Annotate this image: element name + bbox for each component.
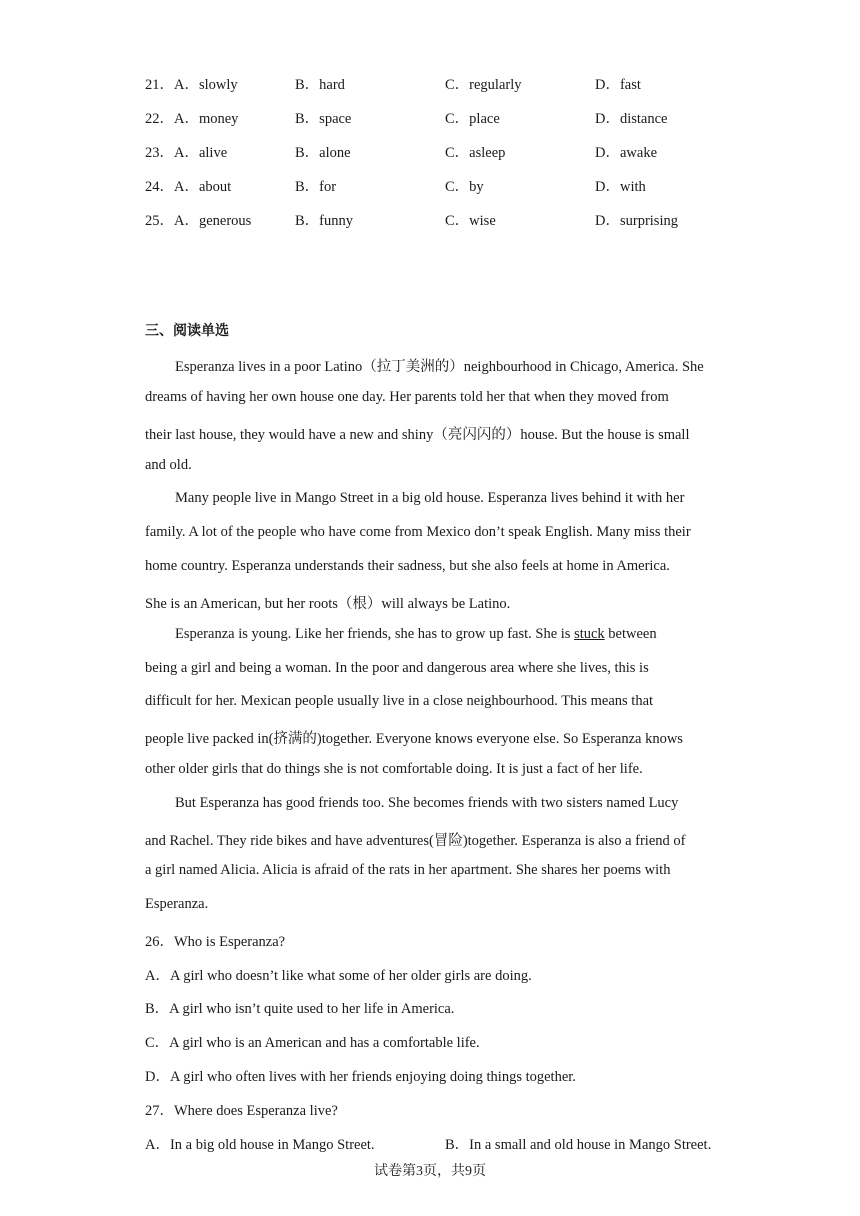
question-stem-27: 27．Where does Esperanza live? (145, 1103, 338, 1119)
option-a: 21．A．slowly (145, 77, 238, 93)
passage-text: between (604, 626, 657, 642)
page-footer: 试卷第3页，共9页 (374, 1164, 486, 1179)
underlined-word: stuck (574, 626, 605, 642)
q27-option-b: B．In a small and old house in Mango Street. (445, 1137, 712, 1153)
option-b: B．funny (295, 213, 353, 229)
option-d: D．with (595, 179, 646, 195)
option-b: B．for (295, 179, 337, 195)
q26-option-d: D．A girl who often lives with her friends enjoying doing things together. (145, 1069, 576, 1085)
passage-line: difficult for her. Mexican people usually live in a close neighbourhood. This means that (145, 693, 654, 709)
passage-line (175, 626, 657, 643)
passage-line: being a girl and being a woman. In the poor and dangerous area where she lives, this is (145, 660, 649, 676)
passage-line: people live packed in(挤满的)together. Everyone knows everyone else. So Esperanza knows (145, 731, 683, 747)
question-stem-26: 26．Who is Esperanza? (145, 934, 286, 950)
option-d: D．surprising (595, 213, 678, 229)
passage-line: and old. (145, 457, 192, 473)
passage-line: their last house, they would have a new and shiny（亮闪闪的）house. But the house is small (145, 427, 690, 443)
option-c: C．wise (445, 213, 496, 229)
q26-option-a: A．A girl who doesn’t like what some of her older girls are doing. (145, 968, 532, 984)
passage-line: and Rachel. They ride bikes and have adventures(冒险)together. Esperanza is also a friend of (145, 833, 686, 849)
passage-line: family. A lot of the people who have come from Mexico don’t speak English. Many miss their (145, 524, 691, 540)
option-a: 22．A．money (145, 111, 239, 127)
option-c: C．regularly (445, 77, 522, 93)
option-c: C．asleep (445, 145, 506, 161)
option-b: B．alone (295, 145, 351, 161)
passage-line: a girl named Alicia. Alicia is afraid of the rats in her apartment. She shares her poems with (145, 862, 671, 878)
q26-option-b: B．A girl who isn’t quite used to her life in America. (145, 1001, 455, 1017)
q26-option-c: C．A girl who is an American and has a comfortable life. (145, 1035, 480, 1051)
q27-option-a: A．In a big old house in Mango Street. (145, 1137, 375, 1153)
option-c: C．by (445, 179, 484, 195)
option-a: 24．A．about (145, 179, 232, 195)
option-b: B．space (295, 111, 352, 127)
passage-line: home country. Esperanza understands their sadness, but she also feels at home in America. (145, 558, 670, 574)
option-d: D．fast (595, 77, 641, 93)
passage-line: other older girls that do things she is not comfortable doing. It is just a fact of her life. (145, 761, 643, 777)
passage-line: dreams of having her own house one day. Her parents told her that when they moved from (145, 389, 669, 405)
option-c: C．place (445, 111, 500, 127)
passage-text: Esperanza is young. Like her friends, she has to grow up fast. She is (175, 626, 575, 642)
passage-line: Esperanza lives in a poor Latino（拉丁美洲的）neighbourhood in Chicago, America. She (175, 359, 704, 375)
passage-line: Esperanza. (145, 896, 209, 912)
option-a: 25．A．generous (145, 213, 252, 229)
option-a: 23．A．alive (145, 145, 228, 161)
option-b: B．hard (295, 77, 345, 93)
passage-line: Many people live in Mango Street in a big old house. Esperanza lives behind it with her (175, 490, 685, 506)
option-d: D．awake (595, 145, 658, 161)
option-d: D．distance (595, 111, 668, 127)
section-title: 三、阅读单选 (145, 323, 229, 339)
passage-line: But Esperanza has good friends too. She becomes friends with two sisters named Lucy (175, 795, 679, 811)
passage-line: She is an American, but her roots（根）will always be Latino. (145, 596, 511, 612)
